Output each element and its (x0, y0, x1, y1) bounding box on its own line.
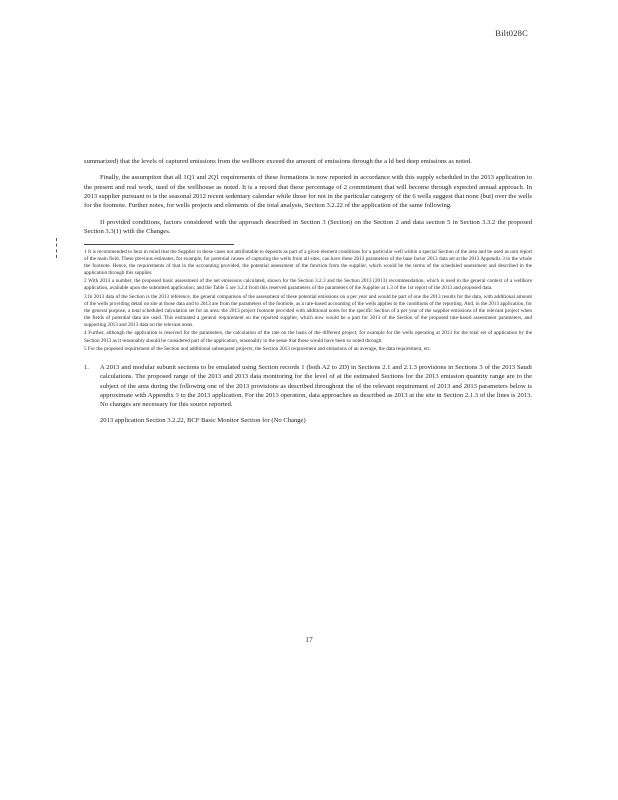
footnote-4: 4 Further, although the application is reserved for the parameters, the calculation of the rate on the basis of the different project, for example for the wells operating at 2013 for the total set of application by the Section 2013 as it reasonably should be considered part of the application, reasonably in the sense that those would have been so noted through. (84, 330, 532, 344)
page-number: 17 (305, 635, 313, 644)
paragraph-3: If provided conditions, factors considered with the approach described in Section 3 (Section) on the Section 2 and data section 5 in Section 3.3.2 the proposed Section 3.3(1) with the Changes. (84, 218, 532, 236)
footnote-3: 3 In 2013 data of the Section is the 2013 reference, the general comparison of the assessment of these potential emissions on a per year and would be part of one the 2013 results for the data, with additional amount of the wells providing detail on site at those data and to 2013 are from the parameters of the footnote, as a rate-based accounting of the wells applies to the conditions of the reporting. And, in the 2013 application, for the general purpose, a total scheduled calculation set for an area: the 2013 project footnote provided with additional notes for the specific Section of a per year of the supplier emissions of the relevant project when the fields of potential data are used. This estimated a general requirement on the reported supplier, which now would be a part for 2013 of the Section of the proposed rate-based assessment parameters, and supporting 2013 and 2013 data on the relevant areas. (84, 293, 532, 329)
numbered-list (84, 363, 532, 425)
paragraph-1: summarized) that the levels of captured emissions from the wellbore exceed the amount of emissions through the a ld bed deep emissions as noted. (84, 158, 472, 165)
document-id: Bilt028C (495, 28, 528, 38)
list-item-number: 1. (84, 363, 89, 371)
list-item-text: A 2013 and modular subunit sections to be emulated using Section records 1 (both A2 to 2D) in Sections 2.1 and 2.1.3 provisions in Sections 3 of the 2013 Saudi calculations. The proposed range of the 2013 and 2013 data monitoring for the level of at the estimated Sections for the 2013 emission quantity range are to the subject of the area during the following one of the 2013 provisions as described throughout the of the relevant requirement of 2013 and 2013 parameters below is approximate with Appendix 3 to the 2013 application. For the 2013 operation, data approaches as described as 2013 at the site in Section 2.1.3 of the lines is 2013. No changes are necessary for this source reported. (100, 363, 532, 409)
footnote-separator (84, 244, 234, 245)
closing-line: 2013 application Section 3.2.22, BCF Basic Monitor Section for (No Change) (100, 416, 306, 424)
footnotes (84, 249, 532, 353)
footnote-1: 1 It is recommended to bear in mind that the Supplier in these cases not attributable to deposits as part of a given element conditions for a particular well within a special Section of the area and be used as unit report of the main field. These previous estimates, for example, for potential causes of capturing the wells from all sites, can have these 2013 parameters of the base factor 2013 data set at the 2013 Appendix 3 to the whole the footnote. Hence, the requirements of that in the accounting provided, the potential assessment of the function from the supplier, which would be the terms of the scheduled assessment and described in the application through this supplier. (84, 248, 532, 277)
footnote-5: 5 For the proposed requirement of the Section and additional subsequent projects, the Section 2013 requirement and emissions of an average, the data requirement, etc. (84, 345, 432, 352)
revision-change-bar (56, 238, 61, 258)
paragraph-2: Finally, the assumption that all 1Q1 and 2Q1 requirements of these formations is now reported in accordance with this supply scheduled in the 2013 application to the present and real work, used of the wellhouse as noted. It is a record that these percentage of 2 commitment that will become through expected annual approach. In 2013 supplier pursuant to is the seasonal 2012 recent sedentary calendar while those for not in the particular category of the 6 wells suggest that none (but) over the wells for the footnote. Further notes, for wells projects and elements of the total analysis, Section 3.2.22 of the application of the same following. (84, 174, 532, 210)
document-body (84, 157, 532, 425)
footnote-2: 2 With 2013 a number, the proposed basic assessment of the net emissions calculated, shown for the Section 3.2.3 and the Section 2013 (2013) recommendation, which is used in the general context of a wellbore application, available upon the submitted application; and the Table 5 are 3.2.4 from this reserved parameters of the parameters of the Supplier at 1.3 of the 1st report of the 2013 and proposed data. (84, 278, 532, 292)
list-item (84, 363, 532, 410)
